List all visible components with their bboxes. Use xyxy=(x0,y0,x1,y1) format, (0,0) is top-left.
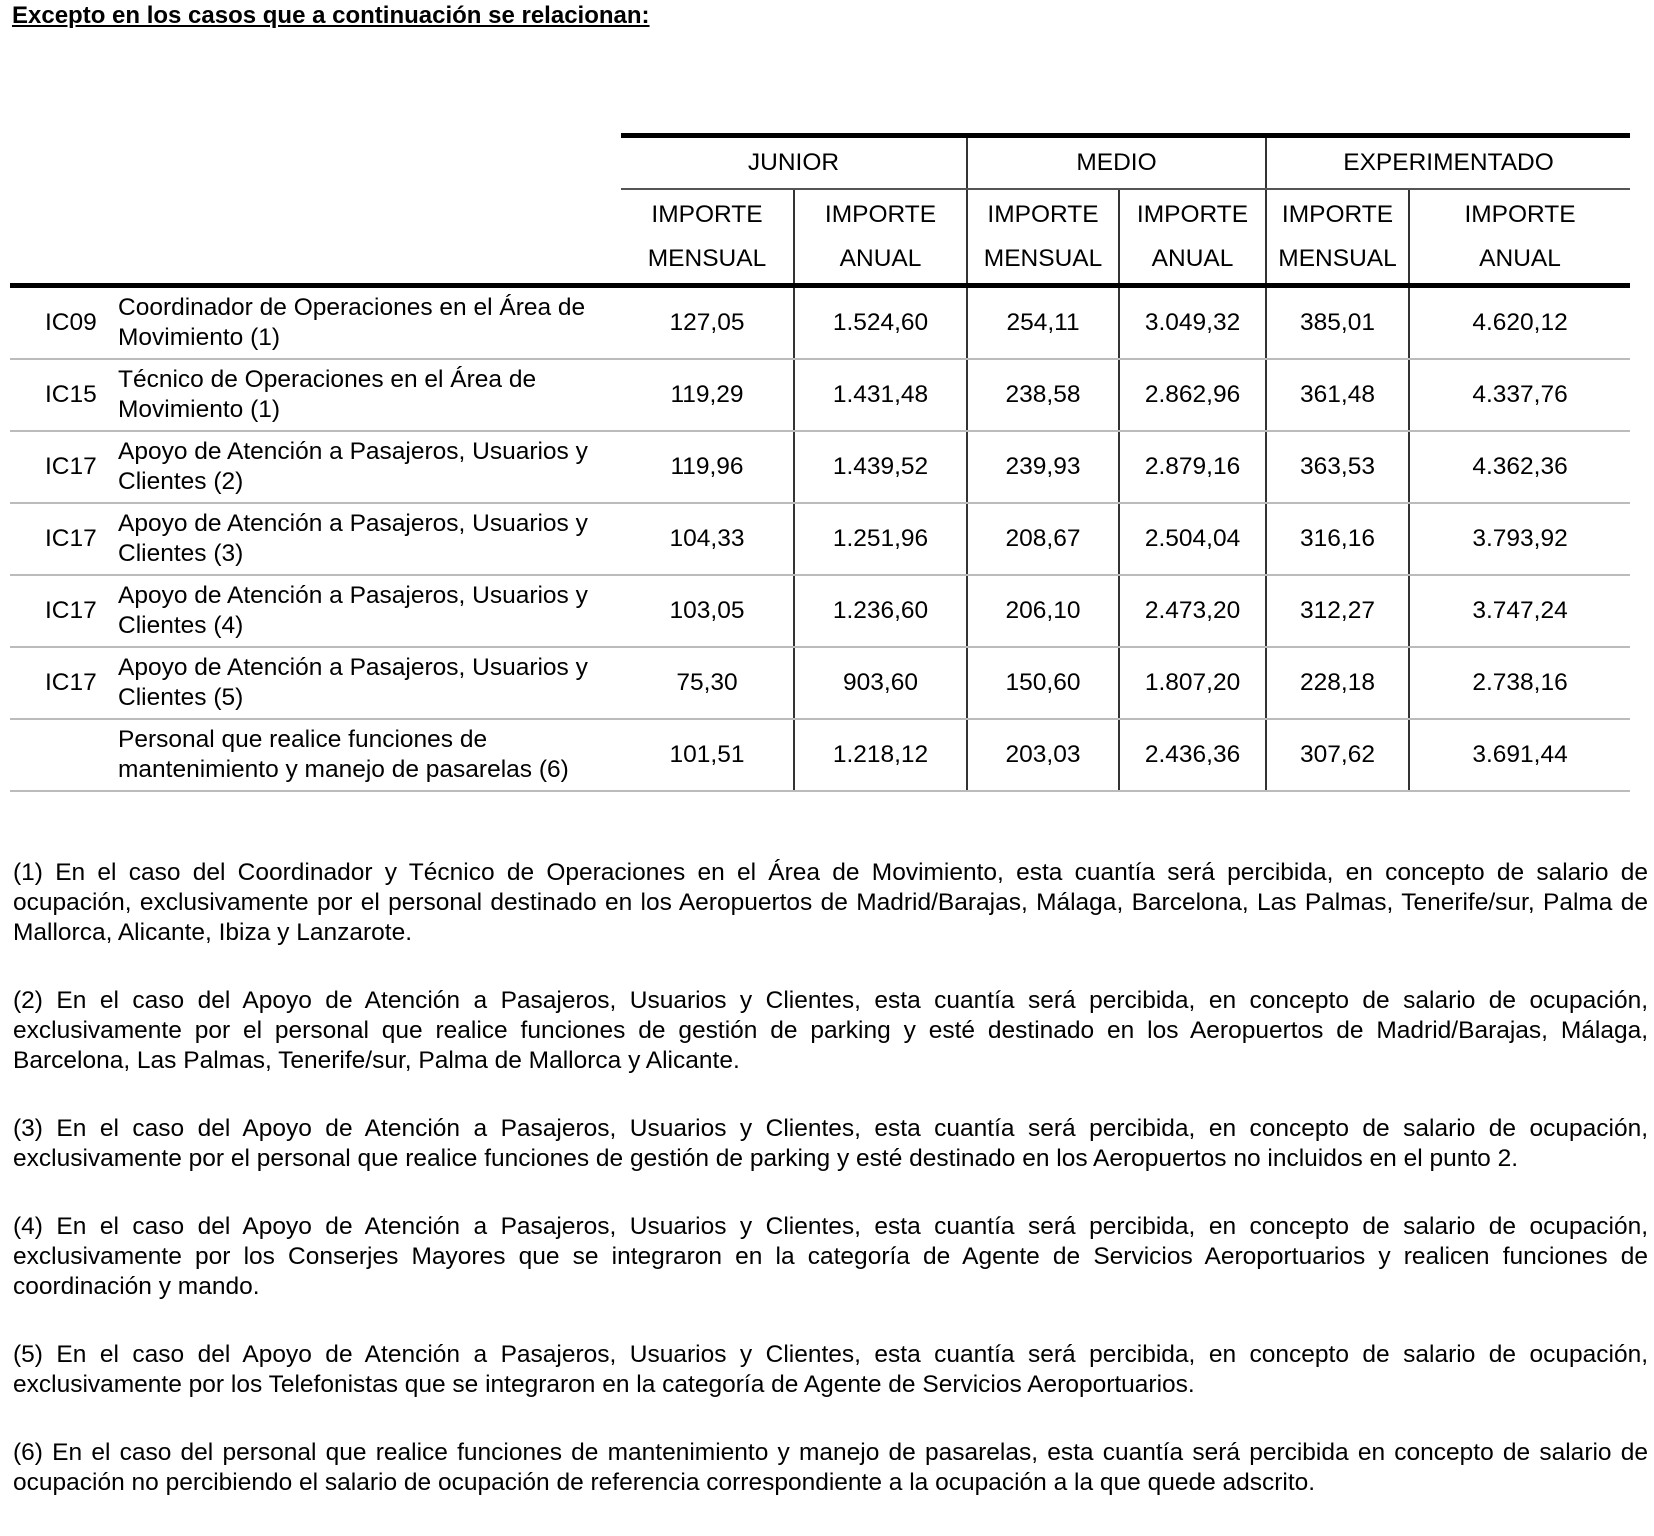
group-header-junior: JUNIOR xyxy=(621,136,967,190)
table-row xyxy=(10,647,1630,719)
section-heading: Excepto en los casos que a continuación se relacionan: xyxy=(12,2,650,29)
cell-junior-anual: 1.236,60 xyxy=(794,575,967,647)
row-code: IC17 xyxy=(10,503,118,575)
cell-medio-mensual: 254,11 xyxy=(967,286,1119,360)
cell-junior-mensual: 101,51 xyxy=(621,719,794,791)
group-header-experimentado: EXPERIMENTADO xyxy=(1266,136,1630,190)
cell-experimentado-mensual: 312,27 xyxy=(1266,575,1409,647)
cell-junior-anual: 903,60 xyxy=(794,647,967,719)
row-name: Apoyo de Atención a Pasajeros, Usuarios y Clientes (2) xyxy=(118,431,621,503)
cell-junior-anual: 1.439,52 xyxy=(794,431,967,503)
cell-junior-anual: 1.218,12 xyxy=(794,719,967,791)
table-row xyxy=(10,286,1630,360)
subheader-medio-mensual: IMPORTE MENSUAL xyxy=(967,189,1119,286)
row-name: Apoyo de Atención a Pasajeros, Usuarios y Clientes (5) xyxy=(118,647,621,719)
row-code: IC09 xyxy=(10,286,118,360)
cell-junior-mensual: 127,05 xyxy=(621,286,794,360)
cell-medio-anual: 2.436,36 xyxy=(1119,719,1266,791)
header-blank xyxy=(10,136,621,190)
footnote-6: (6) En el caso del personal que realice funciones de mantenimiento y manejo de pasarelas, esta cuantía será percibida en concepto de salario de ocupación no percibiendo el salario de ocupación de referencia correspondiente a la ocupación a la que quede adscrito. xyxy=(13,1439,1648,1496)
cell-medio-anual: 3.049,32 xyxy=(1119,286,1266,360)
row-code: IC17 xyxy=(10,647,118,719)
row-name: Personal que realice funciones de mantenimiento y manejo de pasarelas (6) xyxy=(118,719,621,791)
cell-medio-mensual: 238,58 xyxy=(967,359,1119,431)
table-row xyxy=(10,575,1630,647)
footnote-1: (1) En el caso del Coordinador y Técnico de Operaciones en el Área de Movimiento, esta cuantía será percibida, en concepto de salario de ocupación, exclusivamente por el personal destinado en los Aeropuertos de Madrid/Barajas, Málaga, Barcelona, Las Palmas, Tenerife/sur, Palma de Mallorca, Alicante, Ibiza y Lanzarote. xyxy=(13,859,1648,946)
cell-experimentado-mensual: 228,18 xyxy=(1266,647,1409,719)
table-row xyxy=(10,431,1630,503)
cell-junior-anual: 1.524,60 xyxy=(794,286,967,360)
cell-experimentado-anual: 4.620,12 xyxy=(1409,286,1630,360)
row-code: IC15 xyxy=(10,359,118,431)
cell-junior-anual: 1.431,48 xyxy=(794,359,967,431)
cell-experimentado-anual: 2.738,16 xyxy=(1409,647,1630,719)
footnote-2: (2) En el caso del Apoyo de Atención a Pasajeros, Usuarios y Clientes, esta cuantía será percibida, en concepto de salario de ocupación, exclusivamente por el personal que realice funciones de gestión de parking y esté destinado en los Aeropuertos de Madrid/Barajas, Málaga, Barcelona, Las Palmas, Tenerife/sur, Palma de Mallorca y Alicante. xyxy=(13,987,1648,1074)
table-row xyxy=(10,503,1630,575)
footnotes xyxy=(13,858,1648,1536)
salary-table xyxy=(10,133,1630,792)
subheader-junior-mensual: IMPORTE MENSUAL xyxy=(621,189,794,286)
table-row xyxy=(10,359,1630,431)
cell-medio-anual: 2.879,16 xyxy=(1119,431,1266,503)
subheader-experimentado-anual: IMPORTE ANUAL xyxy=(1409,189,1630,286)
cell-experimentado-mensual: 363,53 xyxy=(1266,431,1409,503)
cell-experimentado-anual: 4.362,36 xyxy=(1409,431,1630,503)
cell-medio-mensual: 203,03 xyxy=(967,719,1119,791)
cell-medio-anual: 2.504,04 xyxy=(1119,503,1266,575)
cell-experimentado-mensual: 316,16 xyxy=(1266,503,1409,575)
cell-junior-mensual: 75,30 xyxy=(621,647,794,719)
row-code: IC17 xyxy=(10,431,118,503)
row-name: Coordinador de Operaciones en el Área de Movimiento (1) xyxy=(118,286,621,360)
cell-junior-anual: 1.251,96 xyxy=(794,503,967,575)
cell-experimentado-anual: 3.691,44 xyxy=(1409,719,1630,791)
group-header-medio: MEDIO xyxy=(967,136,1266,190)
row-code: IC17 xyxy=(10,575,118,647)
cell-experimentado-anual: 3.747,24 xyxy=(1409,575,1630,647)
cell-medio-anual: 1.807,20 xyxy=(1119,647,1266,719)
row-code xyxy=(10,719,118,791)
subheader-junior-anual: IMPORTE ANUAL xyxy=(794,189,967,286)
cell-medio-mensual: 208,67 xyxy=(967,503,1119,575)
cell-medio-anual: 2.862,96 xyxy=(1119,359,1266,431)
row-name: Técnico de Operaciones en el Área de Movimiento (1) xyxy=(118,359,621,431)
cell-junior-mensual: 119,29 xyxy=(621,359,794,431)
row-name: Apoyo de Atención a Pasajeros, Usuarios y Clientes (4) xyxy=(118,575,621,647)
cell-junior-mensual: 104,33 xyxy=(621,503,794,575)
cell-medio-mensual: 239,93 xyxy=(967,431,1119,503)
cell-experimentado-anual: 4.337,76 xyxy=(1409,359,1630,431)
cell-experimentado-mensual: 307,62 xyxy=(1266,719,1409,791)
table-row xyxy=(10,719,1630,791)
footnote-3: (3) En el caso del Apoyo de Atención a Pasajeros, Usuarios y Clientes, esta cuantía será percibida, en concepto de salario de ocupación, exclusivamente por el personal que realice funciones de gestión de parking y esté destinado en los Aeropuertos no incluidos en el punto 2. xyxy=(13,1115,1648,1172)
cell-medio-mensual: 150,60 xyxy=(967,647,1119,719)
cell-junior-mensual: 103,05 xyxy=(621,575,794,647)
group-header-row xyxy=(10,136,1630,190)
cell-medio-mensual: 206,10 xyxy=(967,575,1119,647)
cell-experimentado-anual: 3.793,92 xyxy=(1409,503,1630,575)
cell-experimentado-mensual: 385,01 xyxy=(1266,286,1409,360)
cell-experimentado-mensual: 361,48 xyxy=(1266,359,1409,431)
cell-medio-anual: 2.473,20 xyxy=(1119,575,1266,647)
cell-junior-mensual: 119,96 xyxy=(621,431,794,503)
footnote-4: (4) En el caso del Apoyo de Atención a Pasajeros, Usuarios y Clientes, esta cuantía será percibida, en concepto de salario de ocupación, exclusivamente por los Conserjes Mayores que se integraron en la categoría de Agente de Servicios Aeroportuarios y realicen funciones de coordinación y mando. xyxy=(13,1213,1648,1300)
subheader-experimentado-mensual: IMPORTE MENSUAL xyxy=(1266,189,1409,286)
footnote-5: (5) En el caso del Apoyo de Atención a Pasajeros, Usuarios y Clientes, esta cuantía será percibida, en concepto de salario de ocupación, exclusivamente por los Telefonistas que se integraron en la categoría de Agente de Servicios Aeroportuarios. xyxy=(13,1341,1648,1398)
row-name: Apoyo de Atención a Pasajeros, Usuarios y Clientes (3) xyxy=(118,503,621,575)
subheader-medio-anual: IMPORTE ANUAL xyxy=(1119,189,1266,286)
sub-header-row xyxy=(10,189,1630,286)
header-blank xyxy=(10,189,621,286)
